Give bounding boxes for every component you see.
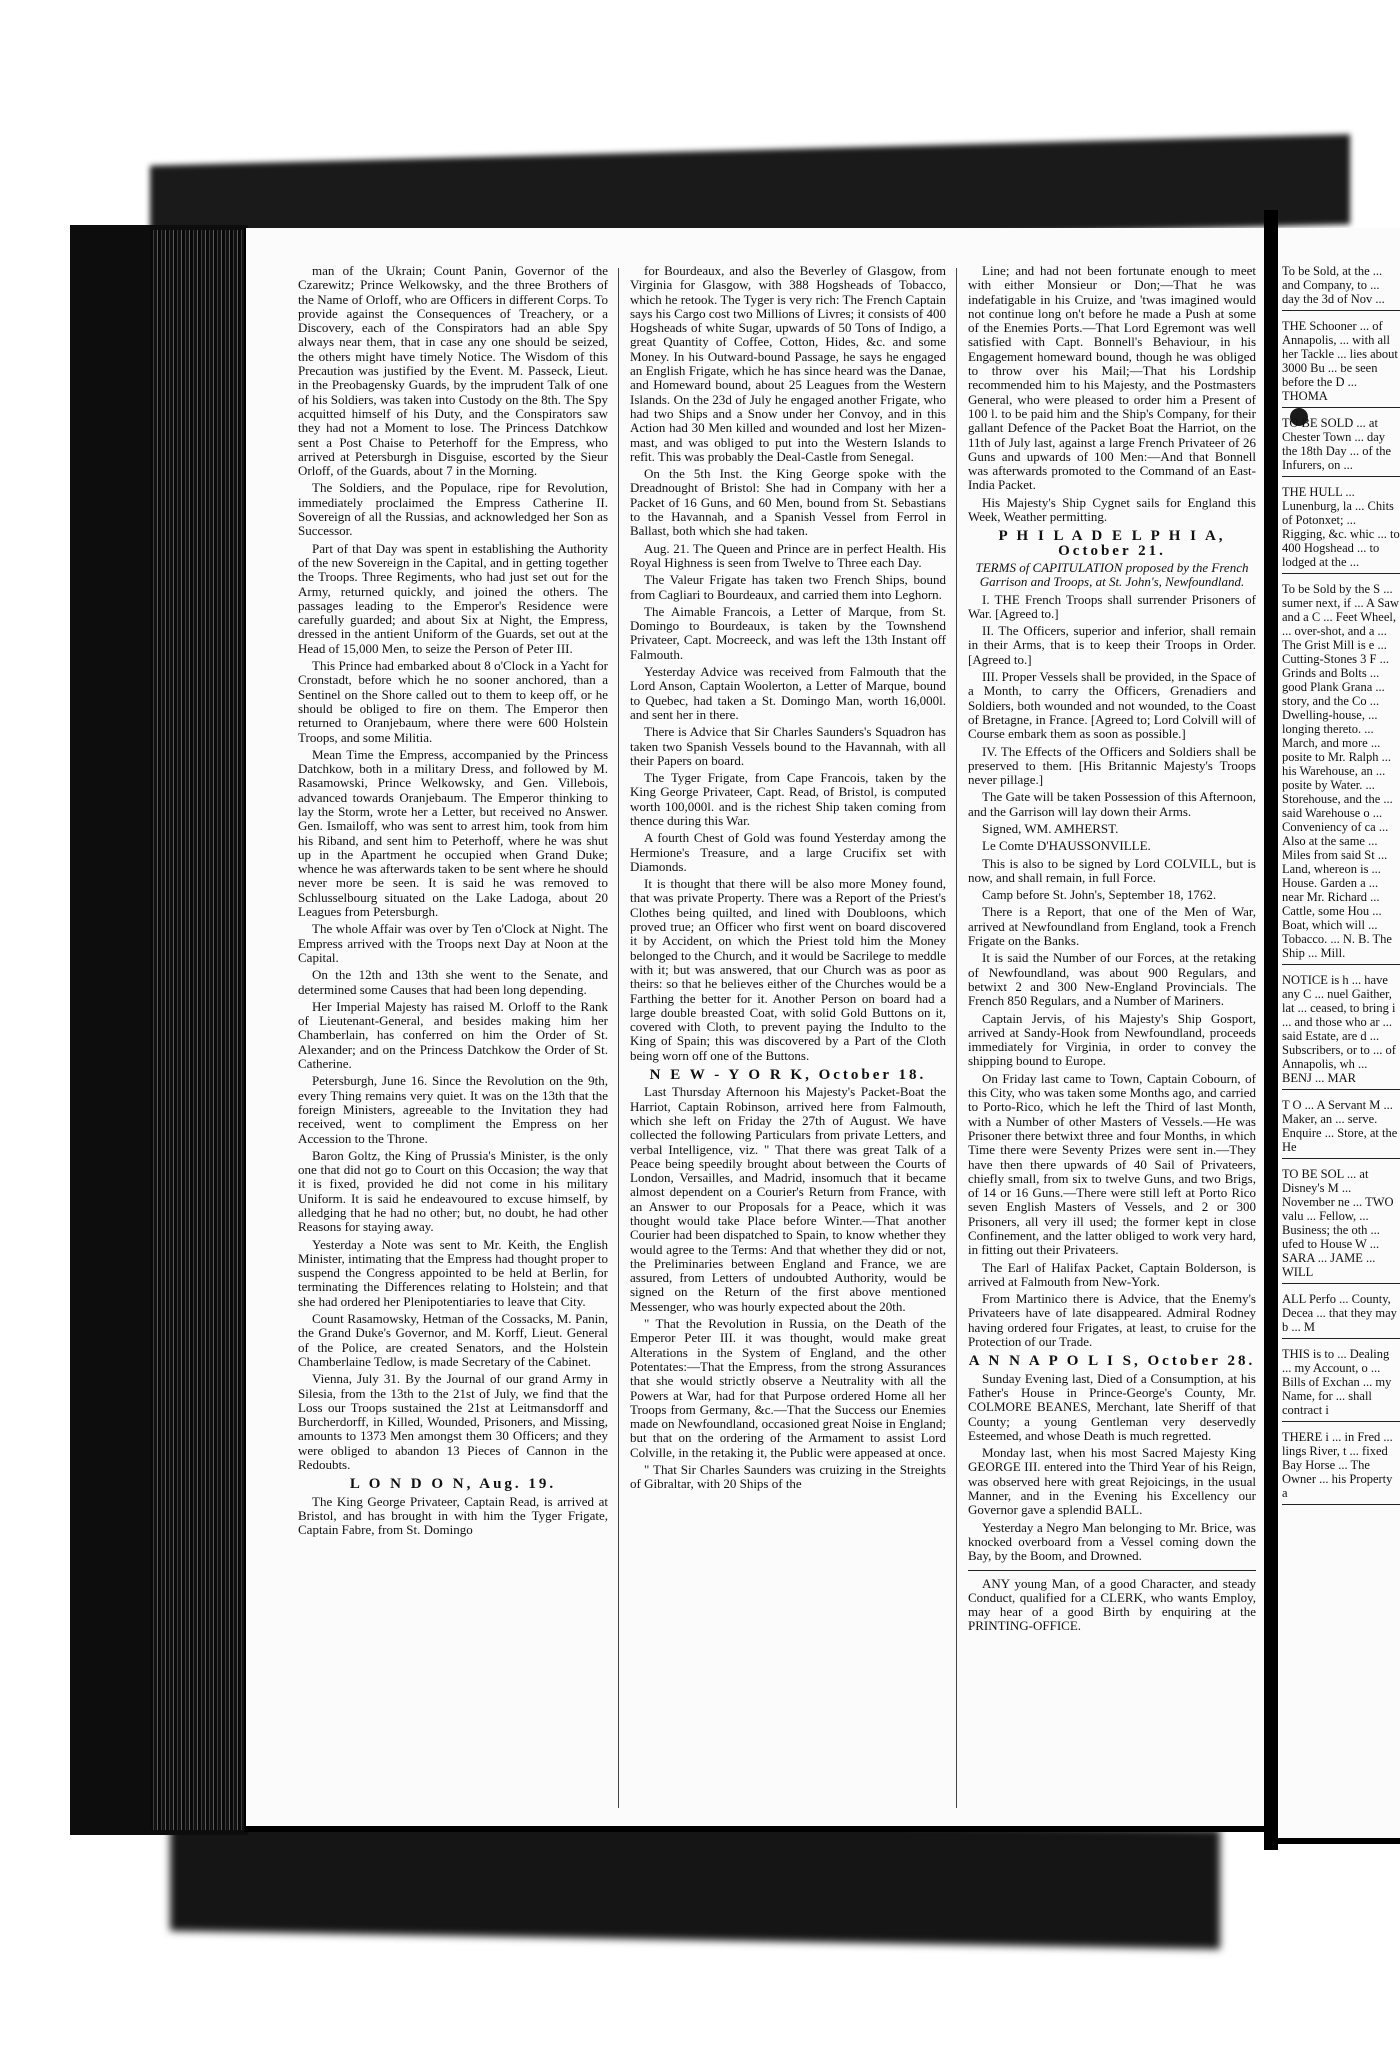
capitulation-article: The Gate will be taken Possession of this Afternoon, and the Garrison will lay down their Arms.	[968, 789, 1256, 819]
news-paragraph: Last Thursday Afternoon his Majesty's Packet-Boat the Harriot, Captain Robinson, arrived here from Falmouth, which she left on Friday the 27th of August. We have collected the following Particulars from private Letters, and verbal Intelligence, viz. " That there was great Talk of a Peace being speedily brought about between the Courts of London, Versailles, and Madrid, insomuch that it became almost dependent on a Courier's Return from France, with an Answer to our Proposals for a Peace, which it was thought would take Place before Winter.—That another Courier had been dispatched to Spain, to know whether they would agree to the Terms: And that whether they did or not, the Preliminaries between England and France, we are assured, from Letters of undoubted Authority, would be signed on the Return of the first above mentioned Messenger, who was hourly expected about the 20th.	[630, 1084, 946, 1314]
capitulation-article: This is also to be signed by Lord COLVILL, but is now, and shall remain, in full Force.	[968, 855, 1256, 885]
advertisement	[1282, 416, 1400, 477]
news-paragraph: From Martinico there is Advice, that the Enemy's Privateers have of late disappeared. Admiral Rodney having ordered four Frigates, at least, to cruise for the Protection of our Trade.	[968, 1291, 1256, 1350]
advertisement	[1282, 1167, 1400, 1284]
advertisement	[1282, 973, 1400, 1090]
news-paragraph: Part of that Day was spent in establishing the Authority of the new Sovereign in the Capital, and in getting together the Troops. Three Regiments, who had just set out for the Army, returned quickly, and joined the others. The passages leading to the Emperor's Residence were carefully guarded; and about Six at Night, the Empress, dressed in the antient Uniform of the Guards, set out at the Head of 15,000 Men, to seize the Person of Peter III.	[298, 540, 608, 656]
advertisement-text: THIS is to ... Dealing ... my Account, o ... Bills of Exchan ... my Name, for ... shall contract i	[1282, 1347, 1392, 1417]
advertisement	[1282, 1430, 1400, 1505]
advertisement-text: THERE i ... in Fred ... lings River, t ... fixed Bay Horse ... The Owner ... his Property a	[1282, 1430, 1393, 1500]
page-edges	[150, 230, 245, 1830]
news-paragraph: " That Sir Charles Saunders was cruizing in the Streights of Gibraltar, with 20 Ships of the	[630, 1462, 946, 1492]
philadelphia-heading: P H I L A D E L P H I A, October 21.	[998, 528, 1226, 559]
capitulation-article: III. Proper Vessels shall be provided, in the Space of a Month, to carry the Officers, Grenadiers and Soldiers, both wounded and not wounded, to the Coast of Bretagne, in France. [Agreed to; Lord Colvill will of Course embark them as soon as possible.]	[968, 669, 1256, 742]
news-paragraph: There is Advice that Sir Charles Saunders's Squadron has taken two Spanish Vessels bound to the Havannah, with all their Papers on board.	[630, 724, 946, 768]
advertisement-text: NOTICE is h ... have any C ... nuel Gaither, lat ... ceased, to bring i ... and those who ar ... said Estate, are d ... Subscribers, or to ... of Annapolis, wh ... BENJ ... MAR	[1282, 973, 1396, 1085]
column-4-ads	[1282, 264, 1400, 1824]
capitulation-article: IV. The Effects of the Officers and Soldiers shall be preserved to them. [His Britannic Majesty's Troops never pillage.]	[968, 743, 1256, 788]
page-gutter	[1264, 210, 1278, 1850]
news-paragraph: The Soldiers, and the Populace, ripe for Revolution, immediately proclaimed the Empress Catherine II. Sovereign of all the Russias, and acknowledged her Son as Successor.	[298, 480, 608, 539]
advertisement	[1282, 319, 1400, 408]
annapolis-heading: A N N A P O L I S, October 28.	[968, 1353, 1256, 1370]
news-paragraph: The Valeur Frigate has taken two French Ships, bound from Cagliari to Bourdeaux, and carried them into Leghorn.	[630, 572, 946, 602]
advertisement	[1282, 1292, 1400, 1339]
news-paragraph: Sunday Evening last, Died of a Consumption, at his Father's House in Prince-George's County, Mr. COLMORE BEANES, Merchant, late Sheriff of that County; a young Gentleman very deservedly Esteemed, and whose Death is much regretted.	[968, 1370, 1256, 1443]
news-paragraph: Yesterday a Negro Man belonging to Mr. Brice, was knocked overboard from a Vessel coming down the Bay, by the Boom, and Drowned.	[968, 1519, 1256, 1564]
advertisement	[1282, 1347, 1400, 1422]
news-paragraph: It is said the Number of our Forces, at the retaking of Newfoundland, was about 900 Regulars, and betwixt 2 and 300 New-England Provincials. The French 850 Regulars, and a Number of Mariners.	[968, 950, 1256, 1009]
new-york-body	[630, 1085, 946, 1491]
capitulation-article: Camp before St. John's, September 18, 1762.	[982, 887, 1217, 903]
news-paragraph: " That the Revolution in Russia, on the Death of the Emperor Peter III. it was thought, would make great Alterations in the System of England, and the other Potentates:—That the Empress, from the strong Assurances that she would strictly observe a Neutrality with all the Powers at War, had for that Purpose ordered Home all her Troops from Germany, &c.—That the Success our Enemies made on Newfoundland, occasioned great Noise in England; but that on the ordering of the Armament to assist Lord Colville, in the retaking it, the Public were appeased at once.	[630, 1316, 946, 1460]
news-paragraph: Baron Goltz, the King of Prussia's Minister, is the only one that did not go to Court on this Occasion; the way that it is fixed, provided he did not come in his military Uniform. It is said he endeavoured to excuse himself, by alledging that he had no other; but, no doubt, he had other Reasons for staying away.	[298, 1147, 608, 1235]
news-paragraph: Mean Time the Empress, accompanied by the Princess Datchkow, both in a military Dress, and followed by M. Rasamowski, Prince Welkowsky, and Gen. Villebois, advanced towards Oranjebaum. The Emperor thinking to lay the Storm, wrote her a Letter, but received no Answer. Gen. Ismailoff, who was sent to arrest him, took from him his Riband, and sent him to Peterhoff, where he was shut up in the Apartment he occupied when Grand Duke; whence he was afterwards taken to be sent where he should never more be seen. It is said he was removed to Schlusselbourg situated on the Lake Ladoga, about 20 Leagues from Petersburgh.	[298, 746, 608, 920]
news-paragraph: Her Imperial Majesty has raised M. Orloff to the Rank of Lieutenant-General, and besides making him her Chamberlain, has conferred on him the Order of St. Alexander; and on the Princess Datchkow the Order of St. Catherine.	[298, 998, 608, 1072]
news-paragraph: On the 12th and 13th she went to the Senate, and determined some Causes that had been long depending.	[298, 967, 608, 997]
column-rule	[956, 268, 957, 1808]
column-3-body	[968, 264, 1256, 524]
newspaper-page	[244, 228, 1266, 1832]
news-paragraph: His Majesty's Ship Cygnet sails for England this Week, Weather permitting.	[968, 494, 1256, 525]
new-york-heading: N E W - Y O R K, October 18.	[649, 1067, 927, 1084]
news-paragraph: The Earl of Halifax Packet, Captain Bolderson, is arrived at Falmouth from New-York.	[968, 1259, 1256, 1289]
column-2-body	[630, 264, 946, 1063]
news-paragraph: The Tyger Frigate, from Cape Francois, taken by the King George Privateer, Capt. Read, of Bristol, is computed worth 100,000l. and is the richest Ship taken coming from thence during this War.	[630, 770, 946, 828]
capitulation-article: Le Comte D'HAUSSONVILLE.	[982, 838, 1151, 854]
advertisement-text: ALL Perfo ... County, Decea ... that they may b ... M	[1282, 1292, 1397, 1334]
capitulation-terms	[968, 593, 1256, 903]
advertisement-text: THE HULL ... Lunenburg, la ... Chits of Potonxet; ... Rigging, &c. whic ... to 400 Hogshead ... to lodged at the ...	[1282, 485, 1400, 569]
divider	[968, 1570, 1256, 1571]
news-paragraph: There is a Report, that one of the Men of War, arrived at Newfoundland from England, took a French Frigate on the Banks.	[968, 904, 1256, 949]
news-paragraph: Monday last, when his most Sacred Majesty King GEORGE III. entered into the Third Year of his Reign, was observed here with great Rejoicings, in the usual Manner, and in the Evening his Excellency our Governor gave a splendid BALL.	[968, 1445, 1256, 1518]
advertisement-text: T O ... A Servant M ... Maker, an ... serve. Enquire ... Store, at the He	[1282, 1098, 1398, 1154]
news-paragraph: Yesterday a Note was sent to Mr. Keith, the English Minister, intimating that the Empress had thought proper to suspend the Congress appointed to be held at Berlin, for terminating the Differences relating to Holstein; and that she had ordered her Plenipotentiaries to leave that City.	[298, 1236, 608, 1309]
news-paragraph: This Prince had embarked about 8 o'Clock in a Yacht for Cronstadt, before which he no sooner anchored, than a Sentinel on the Shore called out to them to keep off, or he should be obliged to fire on them. The Emperor then returned to Oranjebaum, where there were 600 Holstein Troops, and some Militia.	[298, 658, 608, 745]
news-paragraph: for Bourdeaux, and also the Beverley of Glasgow, from Virginia for Glasgow, with 388 Hogsheads of Tobacco, which he retook. The Tyger is very rich: The French Captain says his Cargo cost two Millions of Livres; it consists of 400 Hogsheads of white Sugar, upwards of 50 Tons of Indigo, a great Quantity of Coffee, Cotton, Hides, &c. and some Money. In his Outward-bound Passage, he says he engaged an English Frigate, which he has since heard was the Danae, and Homeward bound, about 25 Leagues from the Western Islands. On the 23d of July he engaged another Frigate, who had two Ships and a Snow under her Convoy, and in this Action had 30 Men killed and wounded and lost her Mizen-mast, and was obliged to put into the Western Islands to refit. This was probably the Deal-Castle from Senegal.	[630, 264, 946, 464]
advertisement	[1282, 582, 1400, 965]
news-paragraph: Captain Jervis, of his Majesty's Ship Gosport, arrived at Sandy-Hook from Newfoundland, proceeds immediately for Virginia, in order to convey the shipping bound to Europe.	[968, 1010, 1256, 1069]
advertisement	[1282, 485, 1400, 574]
column-2	[630, 264, 946, 1824]
column-1-body	[298, 264, 608, 1472]
advertisement	[1282, 264, 1400, 311]
london-heading: L O N D O N, Aug. 19.	[349, 1476, 557, 1493]
capitulation-title: TERMS of CAPITULATION proposed by the French Garrison and Troops, at St. John's, Newfoundland.	[975, 559, 1249, 590]
news-paragraph: On the 5th Inst. the King George spoke with the Dreadnought of Bristol: She had in Company with her a Packet of 16 Guns, and 60 Men, bound from St. Sebastians to the Havannah, and a Spanish Vessel from Ferrol in Ballast, both which she had taken.	[630, 466, 946, 539]
capitulation-article: I. THE French Troops shall surrender Prisoners of War. [Agreed to.]	[968, 591, 1256, 621]
news-paragraph: It is thought that there will be also more Money found, that was private Property. There was a Report of the Priest's Clothes being quilted, and lined with Doubloons, which proved true; an Officer who first went on board discovered it by Accident, on which the Priest told him the Money belonged to the Church, and it would be Sacrilege to meddle with it; but was answered, that our Church was as poor as theirs: so that he believes either of the Churches would be a Farthing the better for it. Another Person on board had a large double breasted Coat, with solid Gold Buttons on it, covered with Cloth, to prevent paying the Indulto to the King of Spain; this was discovered by a Part of the Cloth being worn off one of the Buttons.	[630, 876, 946, 1063]
column-rule	[618, 268, 619, 1808]
news-paragraph: On Friday last came to Town, Captain Cobourn, of this City, who was taken some Months ago, and carried to Porto-Rico, which he left the Third of last Month, with a Number of other Masters of Vessels.—He was Prisoner there betwixt three and four Months, in which Time there were Seventy Prizes were sent in.—They have then there upwards of 40 Sail of Privateers, chiefly small, from six to twelve Guns, and two Brigs, of 14 or 16 Guns.—There were still left at Porto Rico seven English Masters of Vessels, and 2 or 300 Prisoners, all very ill used; the former kept in close Confinement, and the latter obliged to work very hard, in fitting out their Privateers.	[968, 1070, 1256, 1258]
advertisement-text: To be Sold, at the ... and Company, to ... day the 3d of Nov ...	[1282, 264, 1385, 306]
capitulation-article: Signed, WM. AMHERST.	[982, 820, 1119, 836]
news-paragraph: Petersburgh, June 16. Since the Revolution on the 9th, every Thing remains very quiet. It was on the 13th that the foreign Ministers, agreeable to the Invitation they had received, went to compliment the Empress on her Accession to the Throne.	[298, 1073, 608, 1146]
london-paragraph: The King George Privateer, Captain Read, is arrived at Bristol, and has brought in with him the Tyger Frigate, Captain Fabre, from St. Domingo	[298, 1493, 608, 1538]
capitulation-article: II. The Officers, superior and inferior, shall remain in their Arms, that is to keep their Troops in Order. [Agreed to.]	[968, 623, 1256, 667]
adjacent-page	[1278, 228, 1400, 1844]
news-paragraph: The Aimable Francois, a Letter of Marque, from St. Domingo to Bourdeaux, is taken by the Townshend Privateer, Capt. Mocreeck, and was left the 13th Instant off Falmouth.	[630, 603, 946, 662]
column-3	[968, 264, 1256, 1824]
advertisement-text: To be Sold by the S ... sumer next, if ... A Saw and a C ... Feet Wheel, ... over-shot, and a ... The Grist Mill is e ... Cutting-Stones 3 F ... Grinds and Bolts ... good Plank Grana ... story, and the Co ... Dwelling-house, ... longing thereto. ... March, and more ... posite to Mr. Ralph ... his Warehouse, an ... posite by Water. ... Storehouse, and the ... said Warehouse o ... Conveniency of ca ... Also at the same ... Miles from said St ... Land, whereon is ... House. Garden a ... near Mr. Richard ... Cattle, some Hou ... Boat, which will ... Tobacco. ... N. B. The Ship ... Mill.	[1282, 582, 1400, 960]
news-paragraph: The whole Affair was over by Ten o'Clock at Night. The Empress arrived with the Troops next Day at Noon at the Capital.	[298, 921, 608, 965]
news-paragraph: Yesterday Advice was received from Falmouth that the Lord Anson, Captain Woolerton, a Letter of Marque, bound to Quebec, had taken a St. Domingo Man, worth 16,000l. and sent her in there.	[630, 664, 946, 722]
philadelphia-news	[968, 905, 1256, 1349]
news-paragraph: Vienna, July 31. By the Journal of our grand Army in Silesia, from the 13th to the 21st of July, we find that the Loss our Troops sustained the 21st at Leitmansdorff and Burcherdorff, in Killed, Wounded, Prisoners, and Missing, amounts to 1373 Men amongst them 30 Officers; and they were obliged to abandon 13 Pieces of Cannon in the Redoubts.	[298, 1371, 608, 1473]
column-1	[298, 264, 608, 1824]
annapolis-news	[968, 1372, 1256, 1564]
news-paragraph: Aug. 21. The Queen and Prince are in perfect Health. His Royal Highness is seen from Twelve to Three each Day.	[630, 540, 946, 570]
advertisement-text: THE Schooner ... of Annapolis, ... with all her Tackle ... lies about 3000 Bu ... be seen before the D ... THOMA	[1282, 319, 1398, 403]
clerk-advertisement: ANY young Man, of a good Character, and steady Conduct, qualified for a CLERK, who wants Employ, may hear of a good Birth by enquiring at the PRINTING-OFFICE.	[968, 1575, 1256, 1634]
advertisement-text: TO BE SOLD ... at Chester Town ... day the 18th Day ... of the Infurers, on ...	[1282, 416, 1392, 472]
news-paragraph: man of the Ukrain; Count Panin, Governor of the Czarewitz; Prince Welkowsky, and the three Brothers of the Name of Orloff, who are Officers in different Corps. To provide against the Consequences of Treachery, or a Discovery, each of the Conspirators had an able Spy always near them, that in case any one should be seized, the others might have timely Notice. The Wisdom of this Precaution was justified by the Event. M. Passeck, Lieut. in the Preobagensky Guards, by the imprudent Talk of one of his Soldiers, was taken into Custody on the 8th. The Spy acquitted himself of his Duty, and the Conspirators saw they had not a Moment to lose. The Princess Datchkow sent a Post Chaise to Peterhoff for the Empress, who arrived at Petersburgh in Disguise, escorted by the Sieur Orloff, of the Guards, about 7 in the Morning.	[298, 264, 608, 479]
news-paragraph: Count Rasamowsky, Hetman of the Cossacks, M. Panin, the Grand Duke's Governor, and M. Korff, Lieut. General of the Police, are created Senators, and the Holstein Chamberlaine Tedlow, is made Secretary of the Cabinet.	[298, 1311, 608, 1369]
news-paragraph: Line; and had not been fortunate enough to meet with either Monsieur or Don;—That he was indefatigable in his Cruize, and 'twas imagined would not continue long on't before he made a Push at some of the Enemies Ports.—That Lord Egremont was well satisfied with Capt. Bonnell's Behaviour, in his Engagement homeward bound, though he was obliged to throw over his Mail;—That his Lordship recommended him to his Majesty, and the Postmasters General, who were pleased to order him a Present of 100 l. to be paid him and the Ship's Company, for their gallant Defence of the Packet Boat the Harriot, on the 11th of July last, against a large French Privateer of 26 Guns and upwards of 100 Men:—And that Bonnell was afterwards promoted to the Command of an East-India Packet.	[968, 264, 1256, 493]
news-paragraph: A fourth Chest of Gold was found Yesterday among the Hermione's Treasure, and a large Crucifix set with Diamonds.	[630, 830, 946, 874]
advertisement	[1282, 1098, 1400, 1159]
advertisement-text: TO BE SOL ... at Disney's M ... November ne ... TWO valu ... Fellow, ... Business; the oth ... ufed to House W ... SARA ... JAME ... WILL	[1282, 1167, 1394, 1279]
